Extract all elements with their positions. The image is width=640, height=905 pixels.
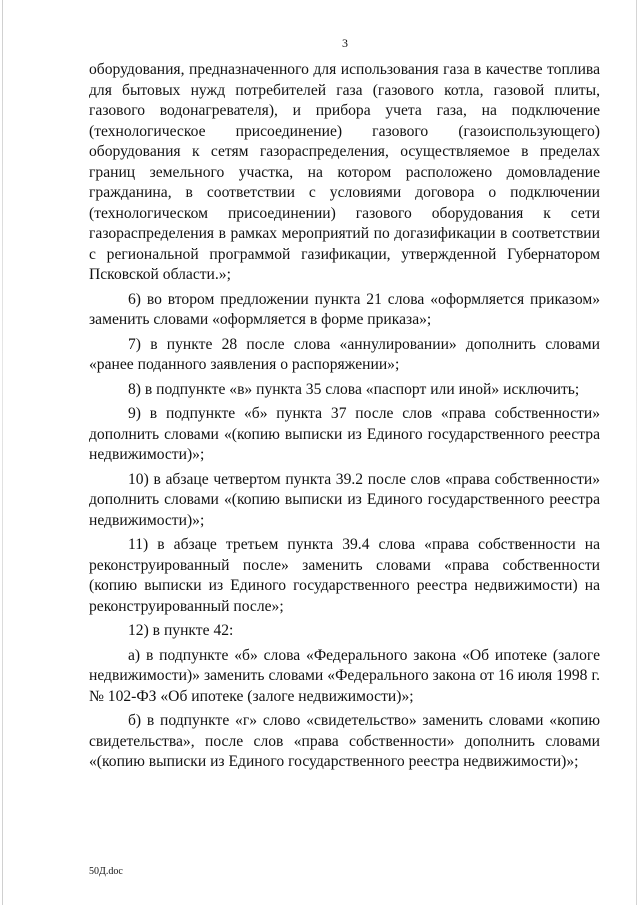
paragraph-item-7: 7) в пункте 28 после слова «аннулировании» дополнить словами «ранее поданного заявления о распоряжении»; (89, 335, 600, 373)
page-number: 3 (342, 36, 348, 50)
scan-edge-right (636, 0, 637, 905)
paragraph-item-12: 12) в пункте 42: (128, 622, 234, 639)
paragraph-subitem-a: а) в подпункте «б» слова «Федерального закона «Об ипотеке (залоге недвижимости)» заменить словами «Федерального закона от 16 июля 1998 г. № 102-ФЗ «Об ипотеке (залоге недвижимости)»; (89, 646, 600, 705)
document-body (89, 60, 600, 777)
paragraph-item-10: 10) в абзаце четвертом пункта 39.2 после слов «права собственности» дополнить словами «(копию выписки из Единого государственного реестра недвижимости)»; (89, 470, 600, 529)
paragraph-subitem-b: б) в подпункте «г» слово «свидетельство» заменить словами «копию свидетельства», после слов «права собственности» дополнить словами «(копию выписки из Единого государственного реестра недвижимости)»; (89, 712, 600, 770)
paragraph-item-9: 9) в подпункте «б» пункта 37 после слов «права собственности» дополнить словами «(копию выписки из Единого государственного реестра недвижимости)»; (89, 405, 600, 463)
scan-edge-left (2, 0, 3, 905)
paragraph-item-11: 11) в абзаце третьем пункта 39.4 слова «права собственности на реконструированный после» заменить словами «права собственности (копию выписки из Единого государственного реестра недвижимости) на реконструированный после»; (89, 536, 600, 615)
paragraph-continuation: оборудования, предназначенного для использования газа в качестве топлива для бытовых нужд потребителей газа (газового котла, газовой плиты, газового водонагревателя), и прибора учета газа, на подключение (технологическое присоединение) газового (газоиспользующего) оборудования к сетям газораспределения, осуществляемое в пределах границ земельного участка, на котором расположено домовладение гражданина, в соответствии с условиями договора о подключении (технологическом присоединении) газового оборудования к сети газораспределения в рамках мероприятий по догазификации в соответствии с региональной программой газификации, утвержденной Губернатором Псковской области.»; (89, 61, 600, 283)
file-name-footer: 50Д.doc (89, 866, 123, 877)
paragraph-item-8: 8) в подпункте «в» пункта 35 слова «паспорт или иной» исключить; (128, 380, 580, 398)
paragraph-item-6: 6) во втором предложении пункта 21 слова «оформляется приказом» заменить словами «оформляется в форме приказа»; (89, 290, 600, 328)
